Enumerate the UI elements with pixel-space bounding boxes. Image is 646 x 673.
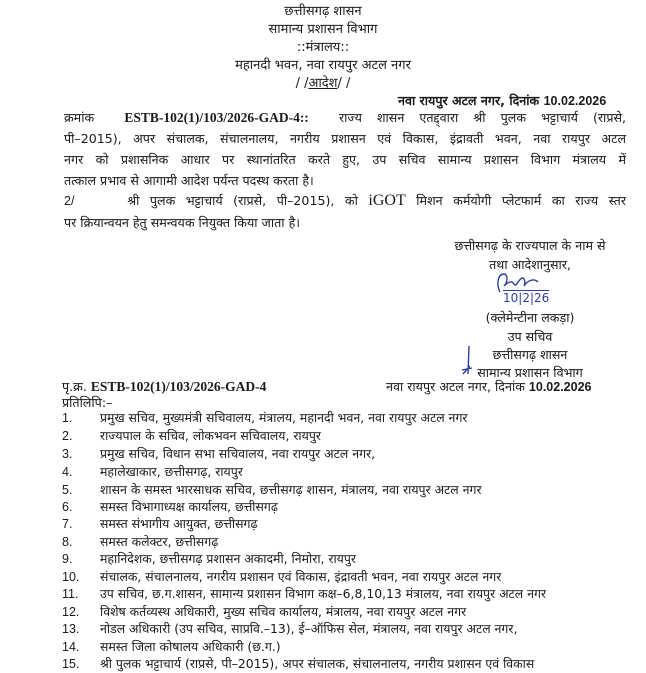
header-ministry: ::मंत्रालय::: [296, 40, 350, 55]
copy-list-number: 1.: [62, 411, 73, 425]
paragraph-1-line-2: पी–2015), अपर संचालक, संचालनालय, नगरीय प्रशासन एवं विकास, इंद्रावती भवन, नवा रायपुर अटल: [64, 131, 626, 146]
copy-list-number: 2.: [62, 429, 73, 443]
endorsement-reference: [62, 378, 266, 395]
endorsement-date: 10.02.2026: [528, 380, 592, 394]
initial-mark-icon: [460, 344, 478, 380]
header-address: महानदी भवन, नवा रायपुर अटल नगर: [235, 58, 411, 73]
copy-list-item: [62, 638, 281, 656]
endorsement-dateline: [386, 378, 591, 395]
copy-list-text: समस्त कलेक्टर, छत्तीसगढ़: [100, 534, 219, 549]
order-title-text: आदेश: [308, 76, 338, 91]
copy-list-text: समस्त संभागीय आयुक्त, छत्तीसगढ़: [100, 516, 258, 531]
paragraph-2-line-2: पर क्रियान्वयन हेतु समन्वयक नियुक्त किया जाता है।: [64, 215, 301, 230]
header-government: छत्तीसगढ़ शासन: [284, 4, 362, 19]
copy-list-text: नोडल अधिकारी (उप सचिव, साप्रवि.–13), ई–ऑफिस सेल, मंत्रालय, नवा रायपुर अटल नगर,: [100, 621, 518, 636]
copy-list-number: 13.: [62, 622, 80, 636]
order-title-suffix: / /: [337, 76, 351, 91]
paragraph-1-text-1: राज्य शासन एतद्द्वारा श्री पुलक भट्टाचार्य (राप्रसे,: [338, 110, 627, 125]
copy-list-text: श्री पुलक भट्टाचार्य (राप्रसे, पी–2015), अपर संचालक, संचालनालय, नगरीय प्रशासन एवं विकास: [100, 656, 535, 671]
copy-list-text: संचालक, संचालनालय, नगरीय प्रशासन एवं विकास, इंद्रावती भवन, नवा रायपुर अटल नगर: [100, 569, 502, 584]
signatory-designation: उप सचिव: [507, 329, 553, 344]
copy-list-number: 14.: [62, 640, 80, 654]
copy-list-text: उप सचिव, छ.ग.शासन, सामान्य प्रशासन विभाग कक्ष–6,8,10,13 मंत्रालय, नवा रायपुर अटल नगर: [100, 586, 547, 601]
endorsement-place: नवा रायपुर अटल नगर, दिनांक: [386, 379, 525, 394]
paragraph-2-number: 2/: [64, 194, 75, 208]
order-paragraph-2: [64, 190, 626, 233]
copy-list-text: राज्यपाल के सचिव, लोकभवन सचिवालय, रायपुर: [100, 428, 321, 443]
copy-list-text: प्रमुख सचिव, मुख्यमंत्री सचिवालय, मंत्रालय, महानदी भवन, नवा रायपुर अटल नगर: [100, 410, 468, 425]
copy-list-number: 6.: [62, 500, 73, 514]
copy-list-item: [62, 498, 278, 516]
copy-list-item: [62, 585, 546, 603]
paragraph-1-line-1: [64, 107, 626, 128]
signatory-name: (क्लेमेन्टीना लकड़ा): [485, 310, 575, 325]
copy-list-number: 15.: [62, 657, 80, 671]
order-title-prefix: / /: [295, 76, 309, 91]
endorsement-label: पृ.क्र.: [62, 379, 87, 394]
copy-list-text: समस्त जिला कोषालय अधिकारी (छ.ग.): [100, 639, 281, 654]
paragraph-2-line-1: [64, 190, 626, 212]
copy-list-number: 8.: [62, 535, 73, 549]
copy-list-item: [62, 533, 218, 551]
copy-list-item: [62, 620, 517, 638]
paragraph-2-text-b: मिशन कर्मयोगी प्लेटफार्म का राज्य स्तर: [416, 193, 626, 208]
order-paragraph-1: [64, 107, 626, 191]
copy-list-text: महालेखाकार, छत्तीसगढ़, रायपुर: [100, 464, 243, 479]
copy-list-item: [62, 463, 243, 481]
copy-list-text: महानिदेशक, छत्तीसगढ़ प्रशासन अकादमी, निमोरा, रायपुर: [100, 551, 356, 566]
reference-number: ESTB-102(1)/103/2026-GAD-4::: [124, 110, 309, 125]
dateline-date: 10.02.2026: [543, 94, 607, 108]
copy-list-text: विशेष कर्तव्यस्थ अधिकारी, मुख्य सचिव कार्यालय, मंत्रालय, नवा रायपुर अटल नगर: [100, 604, 467, 619]
copy-list-item: [62, 409, 467, 427]
copy-list-item: [62, 427, 321, 445]
paragraph-1-line-4: तत्काल प्रभाव से आगामी आदेश पर्यन्त पदस्थ करता है।: [64, 173, 314, 188]
copy-list-text: शासन के समस्त भारसाधक सचिव, छत्तीसगढ़ शासन, मंत्रालय, नवा रायपुर अटल नगर: [100, 482, 482, 497]
copy-list-number: 9.: [62, 552, 73, 566]
copy-list-number: 12.: [62, 605, 80, 619]
copy-list-item: [62, 550, 356, 568]
copy-list-item: [62, 603, 466, 621]
copy-list-text: समस्त विभागाध्यक्ष कार्यालय, छत्तीसगढ़: [100, 499, 278, 514]
copy-list-item: [62, 515, 257, 533]
copy-list-item: [62, 568, 501, 586]
dateline-place: नवा रायपुर अटल नगर, दिनांक: [398, 93, 540, 108]
copy-list-number: 4.: [62, 465, 73, 479]
paragraph-2-text-a: श्री पुलक भट्टाचार्य (राप्रसे, पी–2015), को: [127, 193, 358, 208]
copy-list-number: 10.: [62, 570, 80, 584]
copy-list-number: 3.: [62, 447, 73, 461]
copy-label: प्रतिलिपि:–: [62, 395, 113, 410]
signatory-org-2: सामान्य प्रशासन विभाग: [477, 365, 583, 380]
signature-authority-line-2: तथा आदेशानुसार,: [489, 257, 571, 272]
signature-date: 10|2|26: [503, 291, 550, 305]
copy-list-item: [62, 655, 534, 673]
order-title: [0, 74, 646, 93]
copy-list-number: 5.: [62, 483, 73, 497]
copy-list-number: 7.: [62, 517, 73, 531]
copy-list-item: [62, 481, 482, 499]
paragraph-1-line-3: नगर को प्रशासनिक आधार पर स्थानांतरित करते हुए, उप सचिव सामान्य प्रशासन विभाग मंत्रालय में: [64, 152, 626, 167]
copy-list-item: [62, 445, 375, 463]
endorsement-number: ESTB-102(1)/103/2026-GAD-4: [90, 379, 267, 394]
signature-authority-line-1: छत्तीसगढ़ के राज्यपाल के नाम से: [454, 238, 606, 253]
reference-label: क्रमांक: [64, 110, 95, 125]
igot-term: iGOT: [368, 192, 406, 209]
signatory-org-1: छत्तीसगढ़ शासन: [492, 347, 568, 362]
copy-list-number: 11.: [62, 587, 79, 601]
header-department: सामान्य प्रशासन विभाग: [268, 22, 378, 37]
copy-list-text: प्रमुख सचिव, विधान सभा सचिवालय, नवा रायपुर अटल नगर,: [100, 446, 376, 461]
